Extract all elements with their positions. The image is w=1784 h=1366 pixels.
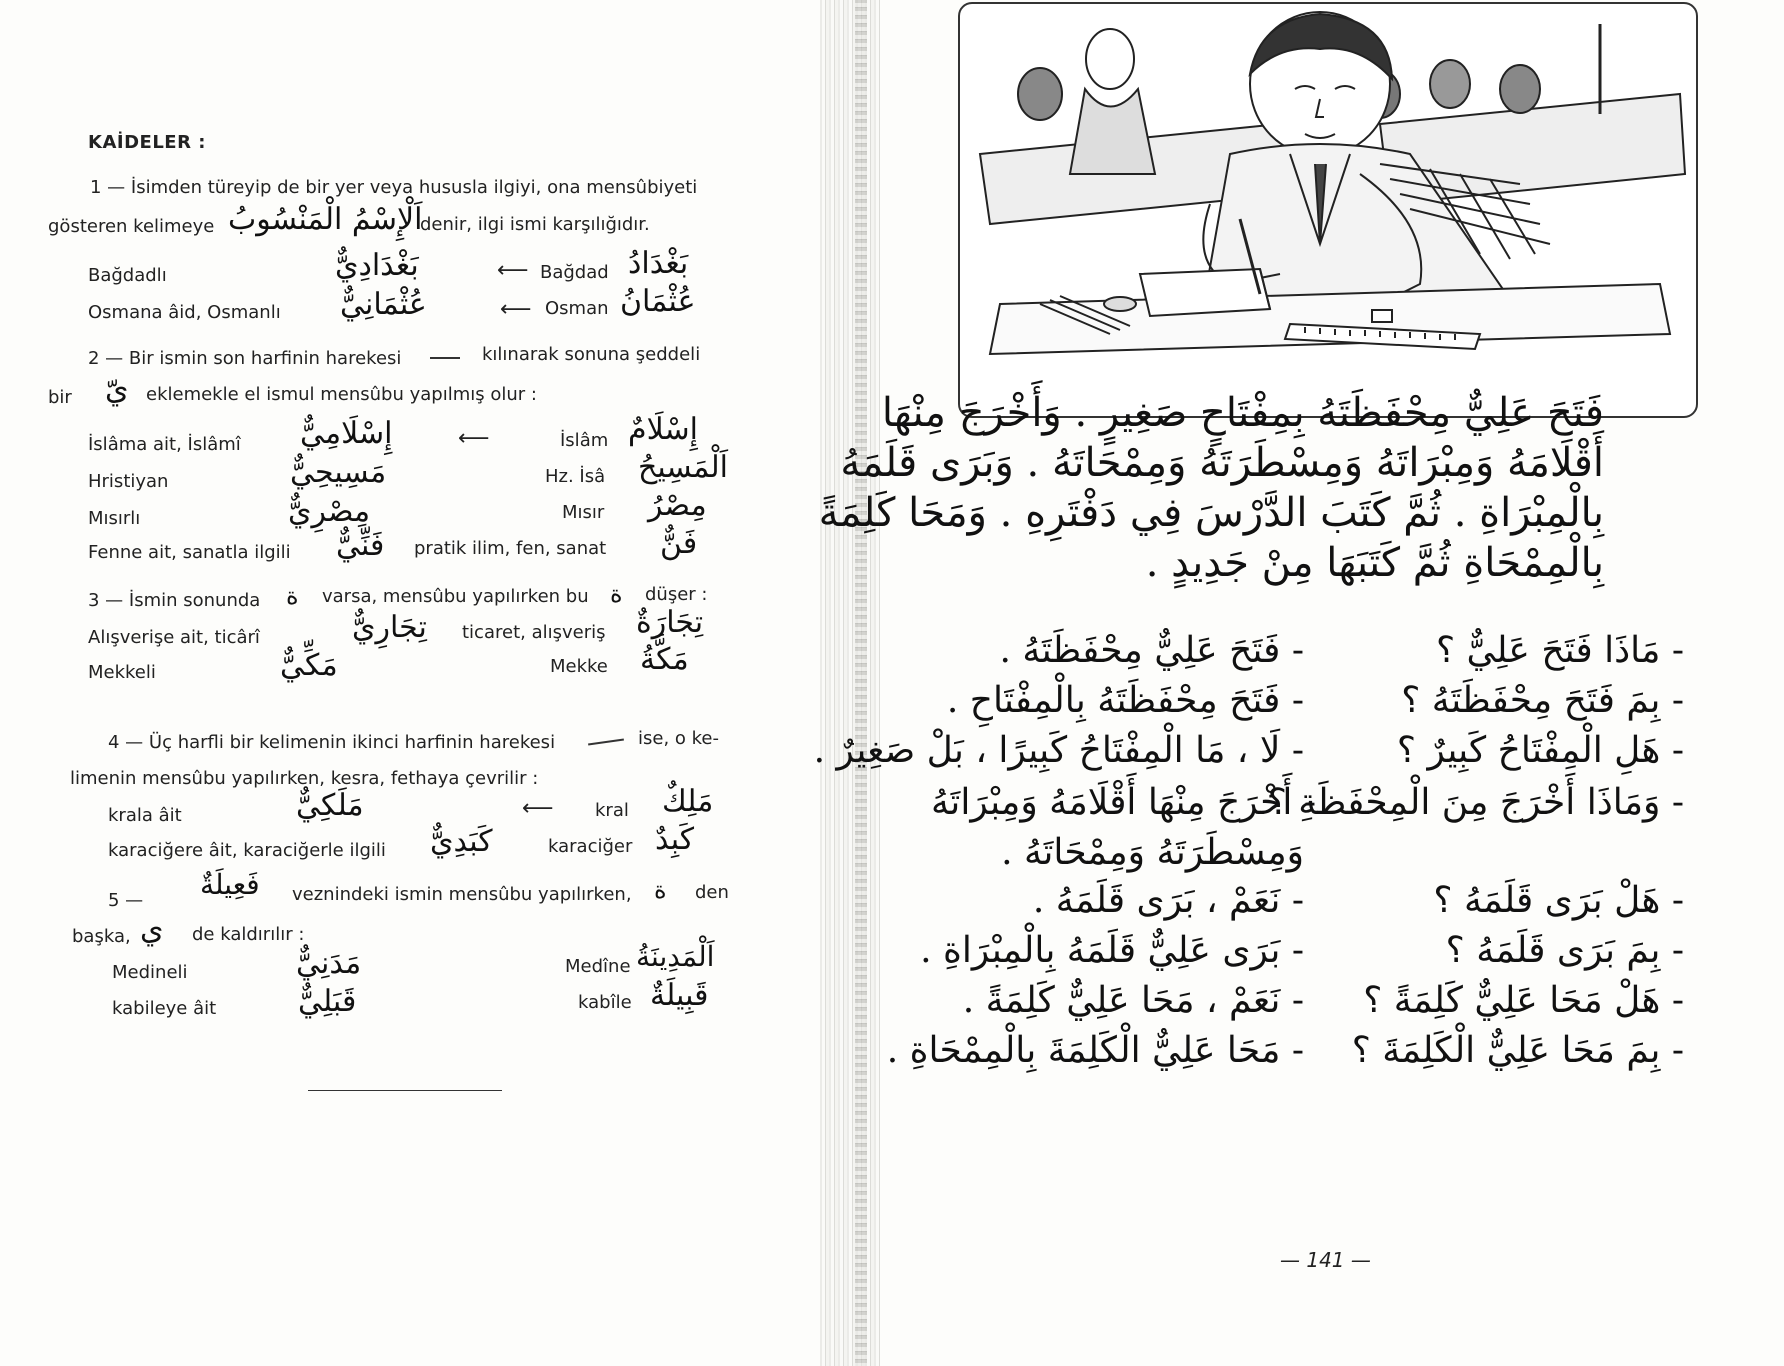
rule5-ex1-source: اَلْمَدِينَةُ — [636, 940, 715, 973]
rule2-ex4-meaning: Fenne ait, sanatla ilgili — [88, 542, 291, 563]
rule4-line1: 4 — Üç harfli bir kelimenin ikinci harfinin harekesi — [108, 732, 556, 753]
question-7: - هَلْ مَحَا عَلِيٌّ كَلِمَةً ؟ — [1363, 980, 1684, 1021]
rule3-ex1-meaning: Alışverişe ait, ticârî — [88, 627, 260, 648]
reading-paragraph-line-3: بِالْمِبْرَاةِ . ثُمَّ كَتَبَ الدَّرْسَ فِي دَفْتَرِهِ . وَمَحَا كَلِمَةً — [818, 490, 1604, 536]
rule4-line2: limenin mensûbu yapılırken, kesra, fethaya çevrilir : — [70, 768, 539, 789]
rule1-ex2-source: عُثْمَانُ — [620, 284, 696, 319]
question-4: - وَمَاذَا أَخْرَجَ مِنَ الْمِحْفَظَةِ ؟ — [1267, 782, 1684, 823]
rule5-ex1-meaning: Medineli — [112, 962, 188, 983]
book-gutter — [820, 0, 880, 1366]
rule2-ex1-source: إِسْلَامٌ — [628, 412, 698, 447]
rule2-line2-start: bir — [48, 387, 72, 408]
rule2-line1: 2 — Bir ismin son harfinin harekesi — [88, 348, 402, 369]
rule2-ex3-source-label: Mısır — [562, 502, 605, 523]
rule3-line1-c: düşer : — [645, 584, 708, 605]
rule5-line1-b: veznindeki ismin mensûbu yapılırken, — [292, 884, 632, 905]
rule5-line2-a: başka, — [72, 926, 131, 947]
rule1-ex1-source-label: Bağdad — [540, 262, 609, 283]
rule4-ex1-source-label: kral — [595, 800, 629, 821]
rule3-ex2-meaning: Mekkeli — [88, 662, 156, 683]
rule4-ex2-source: كَبِدٌ — [655, 822, 695, 857]
rule5-yaa-char: ي — [140, 912, 164, 947]
rule4-ex2-result: كَبَدِيٌّ — [430, 824, 493, 859]
rule5-ex1-result: مَدَنِيٌّ — [296, 946, 362, 981]
rule5-ex2-source: قَبِيلَةٌ — [650, 978, 709, 1013]
rule2-ex3-source: مِصْرُ — [648, 488, 707, 523]
rule2-ex1-meaning: İslâma ait, İslâmî — [88, 434, 241, 455]
rule4-ex1-source: مَلِكٌ — [662, 784, 714, 819]
answer-3: - لَا ، مَا الْمِفْتَاحُ كَبِيرًا ، بَلْ صَغِيرٌ . — [813, 730, 1304, 771]
rule1-ex2-source-label: Osman — [545, 298, 609, 319]
fetha-sign — [430, 357, 460, 359]
arrow-icon: ⟵ — [497, 258, 529, 283]
student-writing-illustration — [960, 4, 1696, 416]
rule3-ex2-source: مَكَّةُ — [640, 642, 689, 677]
rule1-arabic-term: اَلْإِسْمُ الْمَنْسُوبُ — [228, 202, 423, 237]
question-5: - هَلْ بَرَى قَلَمَهُ ؟ — [1433, 880, 1684, 921]
rule5-ex2-meaning: kabileye âit — [112, 998, 217, 1019]
rule1-ex1-result: بَغْدَادِيٌّ — [335, 248, 419, 283]
book-gutter-shadow — [855, 0, 867, 1366]
rule4-ex1-meaning: krala âit — [108, 805, 182, 826]
rule5-line1-a: 5 — — [108, 890, 144, 911]
rule5-taa-char: ة — [654, 876, 667, 904]
arrow-icon: ⟵ — [458, 426, 490, 451]
question-1: - مَاذَا فَتَحَ عَلِيٌّ ؟ — [1435, 630, 1684, 671]
rule2-ex1-result: إِسْلَامِيٌّ — [300, 416, 393, 451]
rule3-line1-b: varsa, mensûbu yapılırken bu — [322, 586, 589, 607]
left-page — [0, 0, 820, 1366]
rule3-ex2-source-label: Mekke — [550, 656, 608, 677]
rule2-ex4-result: فَنِّيٌّ — [336, 528, 385, 563]
rule4-line1-end: ise, o ke- — [638, 728, 719, 749]
rule4-ex2-meaning: karaciğere âit, karaciğerle ilgili — [108, 840, 386, 861]
rule5-pattern: فَعِيلَةٌ — [200, 868, 260, 901]
rule3-ex1-source-label: ticaret, alışveriş — [462, 622, 606, 643]
answer-2: - فَتَحَ مِحْفَظَتَهُ بِالْمِفْتَاحِ . — [946, 680, 1304, 721]
rule2-ex2-result: مَسِيحِيٌّ — [290, 455, 387, 490]
rule2-ex3-meaning: Mısırlı — [88, 508, 141, 529]
arrow-icon: ⟵ — [500, 297, 532, 322]
rule2-ex4-source: فَنٌّ — [660, 526, 698, 561]
rule2-ex2-source-label: Hz. İsâ — [545, 466, 606, 487]
rules-heading: KAİDELER : — [88, 132, 206, 153]
rule2-ex4-source-label: pratik ilim, fen, sanat — [414, 538, 607, 559]
rule3-ex2-result: مَكِّيٌّ — [280, 648, 338, 683]
kesra-sign — [588, 739, 624, 746]
rule2-yaa-char: يّ — [105, 372, 129, 407]
rule3-ex1-result: تِجَارِيٌّ — [352, 610, 427, 645]
rule2-ex3-result: مِصْرِيٌّ — [288, 494, 371, 529]
reading-paragraph-line-1: فَتَحَ عَلِيٌّ مِحْفَظَتَهُ بِمِفْتَاحٍ صَغِيرٍ . وَأَخْرَجَ مِنْهَا — [881, 390, 1604, 436]
rule3-line1-a: 3 — İsmin sonunda — [88, 590, 261, 611]
question-3: - هَلِ الْمِفْتَاحُ كَبِيرٌ ؟ — [1396, 730, 1684, 771]
rule5-ex2-result: قَبَلِيٌّ — [298, 984, 357, 1019]
answer-4-cont: وَمِسْطَرَتَهُ وَمِمْحَاتَهُ . — [1001, 832, 1304, 873]
rule1-line1: 1 — İsimden türeyip de bir yer veya hususla ilgiyi, ona mensûbiyeti — [90, 177, 698, 198]
question-2: - بِمَ فَتَحَ مِحْفَظَتَهُ ؟ — [1401, 680, 1684, 721]
rule3-taa-char: ة — [286, 582, 299, 610]
rule5-line1-c: den — [695, 882, 729, 903]
rule1-line2-end: denir, ilgi ismi karşılığıdır. — [420, 214, 650, 235]
answer-5: - نَعَمْ ، بَرَى قَلَمَهُ . — [1032, 880, 1304, 921]
rule1-line2-start: gösteren kelimeye — [48, 216, 215, 237]
answer-7: - نَعَمْ ، مَحَا عَلِيٌّ كَلِمَةً . — [962, 980, 1304, 1021]
rule4-ex1-result: مَلَكِيٌّ — [296, 788, 364, 823]
rule3-taa-char-2: ة — [610, 580, 623, 608]
answer-4: - أَخْرَجَ مِنْهَا أَقْلَامَهُ وَمِبْرَاتَهُ — [931, 782, 1316, 823]
rule5-ex1-source-label: Medîne — [565, 956, 631, 977]
end-divider — [308, 1090, 502, 1091]
answer-6: - بَرَى عَلِيٌّ قَلَمَهُ بِالْمِبْرَاةِ . — [920, 930, 1304, 971]
reading-paragraph-line-2: أَقْلَامَهُ وَمِبْرَاتَهُ وَمِسْطَرَتَهُ وَمِمْحَاتَهُ . وَبَرَى قَلَمَهُ — [840, 440, 1604, 486]
rule2-line2-end: eklemekle el ismul mensûbu yapılmış olur : — [146, 384, 537, 405]
reading-paragraph-line-4: بِالْمِمْحَاةِ ثُمَّ كَتَبَهَا مِنْ جَدِيدٍ . — [1145, 540, 1604, 586]
rule5-line2-b: de kaldırılır : — [192, 924, 305, 945]
rule4-ex2-source-label: karaciğer — [548, 836, 633, 857]
arrow-icon: ⟵ — [522, 796, 554, 821]
rule2-ex2-source: اَلْمَسِيحُ — [638, 450, 728, 485]
rule2-ex1-source-label: İslâm — [560, 430, 609, 451]
rule5-ex2-source-label: kabîle — [578, 992, 632, 1013]
rule2-ex2-meaning: Hristiyan — [88, 471, 169, 492]
question-6: - بِمَ بَرَى قَلَمَهُ ؟ — [1445, 930, 1684, 971]
rule2-line1-end: kılınarak sonuna şeddeli — [482, 344, 701, 365]
answer-1: - فَتَحَ عَلِيٌّ مِحْفَظَتَهُ . — [999, 630, 1304, 671]
rule1-ex2-result: عُثْمَانِيٌّ — [340, 287, 427, 322]
answer-8: - مَحَا عَلِيٌّ الْكَلِمَةَ بِالْمِمْحَاةِ . — [886, 1030, 1304, 1071]
page-number: — 141 — — [1280, 1248, 1371, 1272]
question-8: - بِمَ مَحَا عَلِيٌّ الْكَلِمَةَ ؟ — [1351, 1030, 1684, 1071]
rule3-ex1-source: تِجَارَةٌ — [636, 605, 704, 640]
classroom-illustration — [958, 2, 1698, 418]
rule1-ex1-source: بَغْدَادُ — [628, 246, 689, 281]
rule1-ex1-meaning: Bağdadlı — [88, 265, 167, 286]
rule1-ex2-meaning: Osmana âid, Osmanlı — [88, 302, 281, 323]
